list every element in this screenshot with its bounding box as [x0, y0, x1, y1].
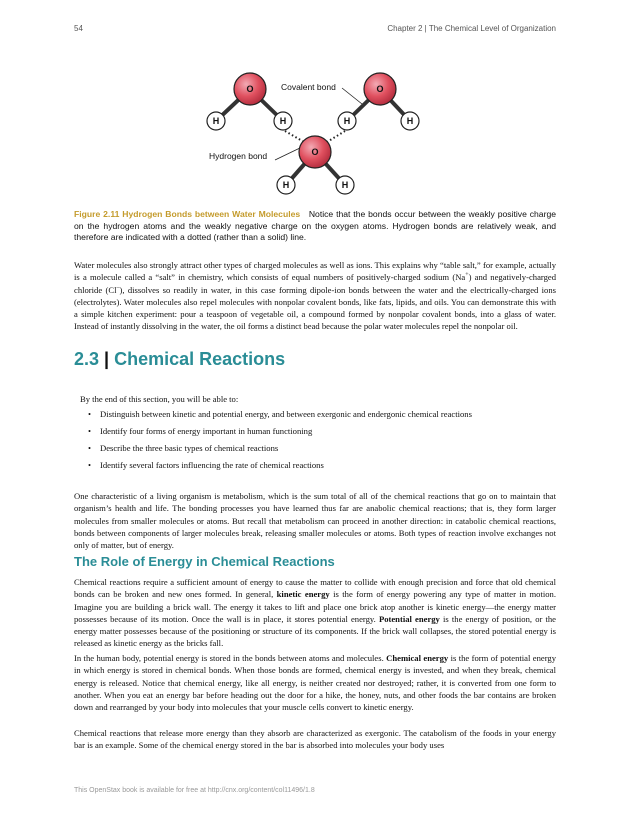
atom-label-oxygen: O [376, 84, 384, 94]
section-heading [74, 349, 285, 370]
text-run: Chemical reactions require a sufficient amount of energy to cause the matter to collide with enough precision and force that old chemical bonds can be broken and new ones formed. In general, [74, 577, 556, 600]
text-run: In the human body, potential energy is stored in the bonds between atoms and molecules. [74, 653, 387, 663]
superscript: + [465, 272, 469, 279]
text-run: ) and negatively-charged chloride (Cl [74, 272, 556, 295]
paragraph-water [74, 259, 556, 333]
paragraph-energy [74, 576, 556, 650]
list-item: • Describe the three basic types of chemical reactions [88, 442, 548, 459]
atom-label-hydrogen: H [341, 180, 349, 190]
superscript: – [116, 284, 120, 291]
list-item: • Identify four forms of energy important in human functioning [88, 425, 548, 442]
list-item: • Identify several factors influencing the rate of chemical reactions [88, 459, 548, 476]
atom-label-oxygen: O [311, 147, 319, 157]
atom-label-hydrogen: H [343, 116, 351, 126]
section-title: Chemical Reactions [114, 349, 286, 369]
key-term: Potential energy [378, 613, 440, 624]
figure-caption-text: Notice that the bonds occur between the weakly positive charge on the hydrogen atoms and the weakly negative charge on the oxygen atoms. Hydrogen bonds are relatively weak, and therefore are indicated with a dotted (rather than a solid) line. [74, 209, 557, 243]
text-run: is the form of energy powering any type of matter in motion. Imagine you are building a brick wall. The energy it takes to lift and place one brick atop another is kinetic energy—the energy matter possesses because of its motion. Once the wall is in place, it stores potential energy. [74, 589, 557, 624]
list-item: • Distinguish between kinetic and potential energy, and between exergonic and endergonic chemical reactions [88, 408, 548, 425]
paragraph-metabolism: One characteristic of a living organism is metabolism, which is the sum total of all of the chemical reactions that go on to maintain that organism’s health and life. The bonding processes you have learned thus far are anabolic chemical reactions; that is, they form larger molecules from smaller molecules or atoms. But recall that metabolism can proceed in another direction: in catabolic chemical reactions, bonds between components of larger molecules break, releasing smaller molecules or atoms. Both types of reaction involve exchanges not only of matter, but of energy. [74, 491, 556, 551]
paragraph-exergonic: Chemical reactions that release more energy than they absorb are characterized as exergonic. The catabolism of the foods in your energy bar is an example. Some of the chemical energy stored in the bar is absorbed into molecules your body uses [74, 728, 556, 751]
atom-label-hydrogen: H [212, 116, 220, 126]
section-number: 2.3 [74, 349, 100, 369]
text-run: is the form of potential energy in which energy is stored in chemical bonds. When those bonds are formed, chemical energy is invested, and when they break, chemical energy is released. Notice that chemical energy, like all energy, is neither created nor destroyed; rather, it is converted from one form to another. When you eat an energy bar before heading out the door for a hike, the honey, nuts, and other foods the bar contains are broken down and rearranged by your body into molecules that your muscle cells convert to kinetic energy. [74, 653, 556, 713]
figure-caption-label: Figure 2.11 Hydrogen Bonds between Water Molecules [74, 209, 301, 219]
text-run: ), dissolves so readily in water, in this case forming dipole-ion bonds between the water and the electrically-charged ions (electrolytes). Water molecules also repel molecules with nonpolar covalent bonds, like fats, lipids, and oils. You can demonstrate this with a simple kitchen experiment: pour a teaspoon of vegetable oil, a compound formed by nonpolar covalent bonds, into a glass of water. Instead of instantly dissolving in the water, the oil forms a distinct bead because the polar water molecules repel the nonpolar oil. [74, 284, 556, 332]
paragraph-chemical-energy [74, 652, 556, 713]
page-number: 54 [74, 24, 83, 33]
atom-label-hydrogen: H [282, 180, 290, 190]
atom-label-hydrogen: H [406, 116, 414, 126]
text-run: Water molecules also strongly attract other types of charged molecules as well as ions. This explains why “table salt,” for example, actually is a molecule called a “salt” in chemistry, which consists of equal numbers of positively-charged sodium (Na [74, 260, 556, 283]
footer-note: This OpenStax book is available for free at http://cnx.org/content/col11496/1.8 [74, 787, 315, 794]
objectives-list [88, 408, 548, 476]
key-term: Chemical energy [386, 653, 449, 663]
objectives-intro: By the end of this section, you will be able to: [80, 394, 239, 404]
atom-label-hydrogen: H [279, 116, 287, 126]
text-run: is the energy of position, or the energy matter possesses because of the positioning or structure of its components. If the brick wall collapses, the stored potential energy is released as kinetic energy as the bricks fall. [74, 613, 556, 649]
atom-label-oxygen: O [246, 84, 254, 94]
water-hydrogen-bond-diagram [190, 64, 440, 200]
figure-caption [74, 209, 556, 244]
covalent-bond-label: Covalent bond [281, 82, 336, 92]
subsection-heading: The Role of Energy in Chemical Reactions [74, 554, 335, 569]
key-term: kinetic energy [276, 589, 330, 600]
section-separator: | [104, 349, 110, 369]
running-header: Chapter 2 | The Chemical Level of Organization [387, 24, 556, 33]
hydrogen-bond-label: Hydrogen bond [209, 151, 268, 161]
